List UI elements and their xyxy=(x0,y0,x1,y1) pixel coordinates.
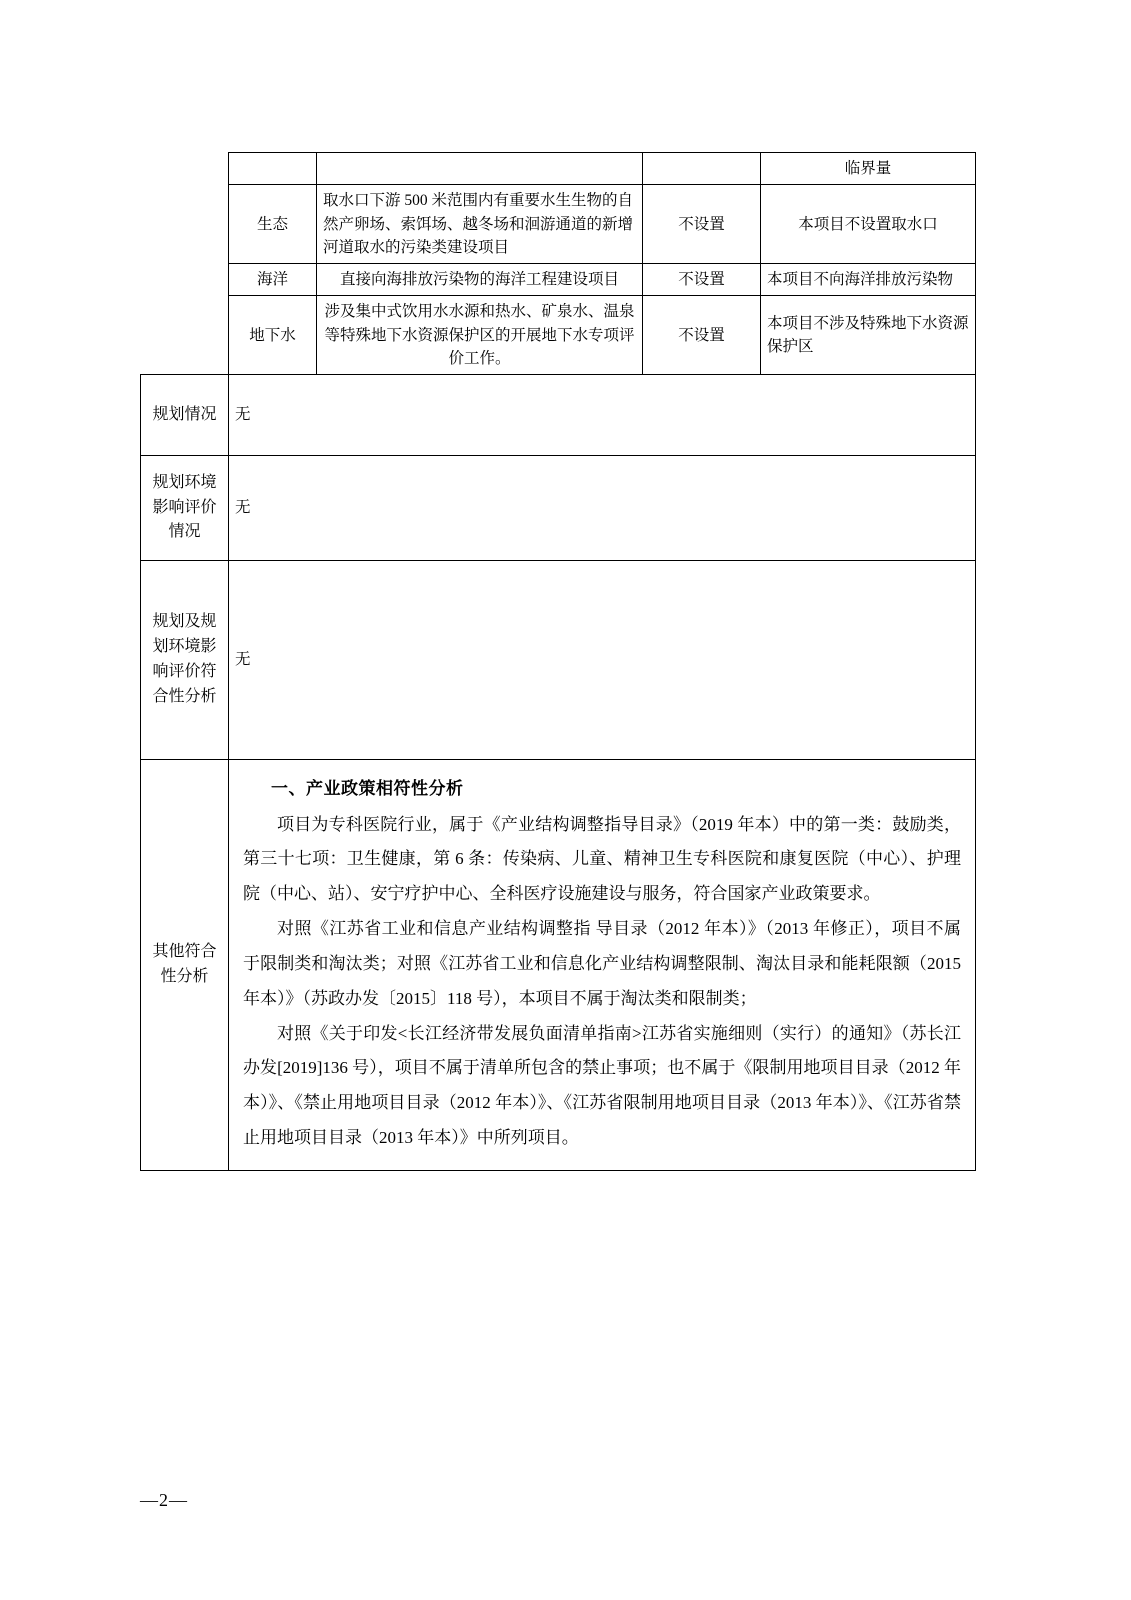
row-description-groundwater: 涉及集中式饮用水水源和热水、矿泉水、温泉等特殊地下水资源保护区的开展地下水专项评价工作。 xyxy=(317,296,643,375)
analysis-section-title: 一、产业政策相符性分析 xyxy=(271,779,464,798)
row-description-ecology: 取水口下游 500 米范围内有重要水生生物的自然产卵场、索饵场、越冬场和洄游通道的新增河道取水的污染类建设项目 xyxy=(317,185,643,264)
empty-label-cell xyxy=(141,185,229,264)
analysis-paragraph-2: 对照《江苏省工业和信息产业结构调整指 导目录（2012 年本）》（2013 年修正），项目不属于限制类和淘汰类；对照《江苏省工业和信息化产业结构调整限制、淘汰目录和能耗限额（2015 年本）》（苏政办发〔2015〕118 号），本项目不属于淘汰类和限制类； xyxy=(243,919,961,1008)
threshold-header: 临界量 xyxy=(761,153,976,185)
table-row xyxy=(141,264,976,296)
empty-description-cell xyxy=(317,153,643,185)
other-compliance-body xyxy=(229,760,976,1171)
empty-setting-cell xyxy=(643,153,761,185)
section-value-plan-status: 无 xyxy=(229,375,976,456)
row-category-ocean: 海洋 xyxy=(229,264,317,296)
row-category-groundwater: 地下水 xyxy=(229,296,317,375)
row-description-ocean: 直接向海排放污染物的海洋工程建设项目 xyxy=(317,264,643,296)
row-setting-groundwater: 不设置 xyxy=(643,296,761,375)
table-row xyxy=(141,296,976,375)
row-category-ecology: 生态 xyxy=(229,185,317,264)
empty-label-cell xyxy=(141,153,229,185)
table-row-plan-eia-status xyxy=(141,456,976,561)
section-value-plan-compliance: 无 xyxy=(229,561,976,760)
analysis-paragraph-1: 项目为专科医院行业，属于《产业结构调整指导目录》（2019 年本）中的第一类：鼓励类，第三十七项：卫生健康，第 6 条：传染病、儿童、精神卫生专科医院和康复医院（中心）、护理院（中心、站）、安宁疗护中心、全科医疗设施建设与服务，符合国家产业政策要求。 xyxy=(243,814,961,904)
compliance-table xyxy=(140,152,976,1171)
page-number: —2— xyxy=(140,1490,188,1510)
table-row-plan-compliance xyxy=(141,561,976,760)
empty-label-cell xyxy=(141,296,229,375)
table-row-other-compliance xyxy=(141,760,976,1171)
table-row xyxy=(141,185,976,264)
section-label-plan-eia-status: 规划环境影响评价情况 xyxy=(141,456,229,561)
row-result-ecology: 本项目不设置取水口 xyxy=(761,185,976,264)
row-setting-ocean: 不设置 xyxy=(643,264,761,296)
section-value-plan-eia-status: 无 xyxy=(229,456,976,561)
empty-subcategory-cell xyxy=(229,153,317,185)
table-row-plan-status xyxy=(141,375,976,456)
row-result-ocean: 本项目不向海洋排放污染物 xyxy=(761,264,976,296)
empty-label-cell xyxy=(141,264,229,296)
row-setting-ecology: 不设置 xyxy=(643,185,761,264)
table-row-header-partial xyxy=(141,153,976,185)
analysis-paragraph-3: 对照《关于印发<长江经济带发展负面清单指南>江苏省实施细则（实行）的通知》（苏长江办发[2019]136 号），项目不属于清单所包含的禁止事项；也不属于《限制用地项目目录（2012 年本）》、《禁止用地项目目录（2012 年本）》、《江苏省限制用地项目目录（2013 年本）》、《江苏省禁止用地项目目录（2013 年本）》中所列项目。 xyxy=(243,1023,961,1148)
row-result-groundwater: 本项目不涉及特殊地下水资源保护区 xyxy=(761,296,976,375)
section-label-plan-status: 规划情况 xyxy=(141,375,229,456)
section-label-plan-compliance: 规划及规划环境影响评价符合性分析 xyxy=(141,561,229,760)
section-label-other-compliance: 其他符合性分析 xyxy=(141,760,229,1171)
